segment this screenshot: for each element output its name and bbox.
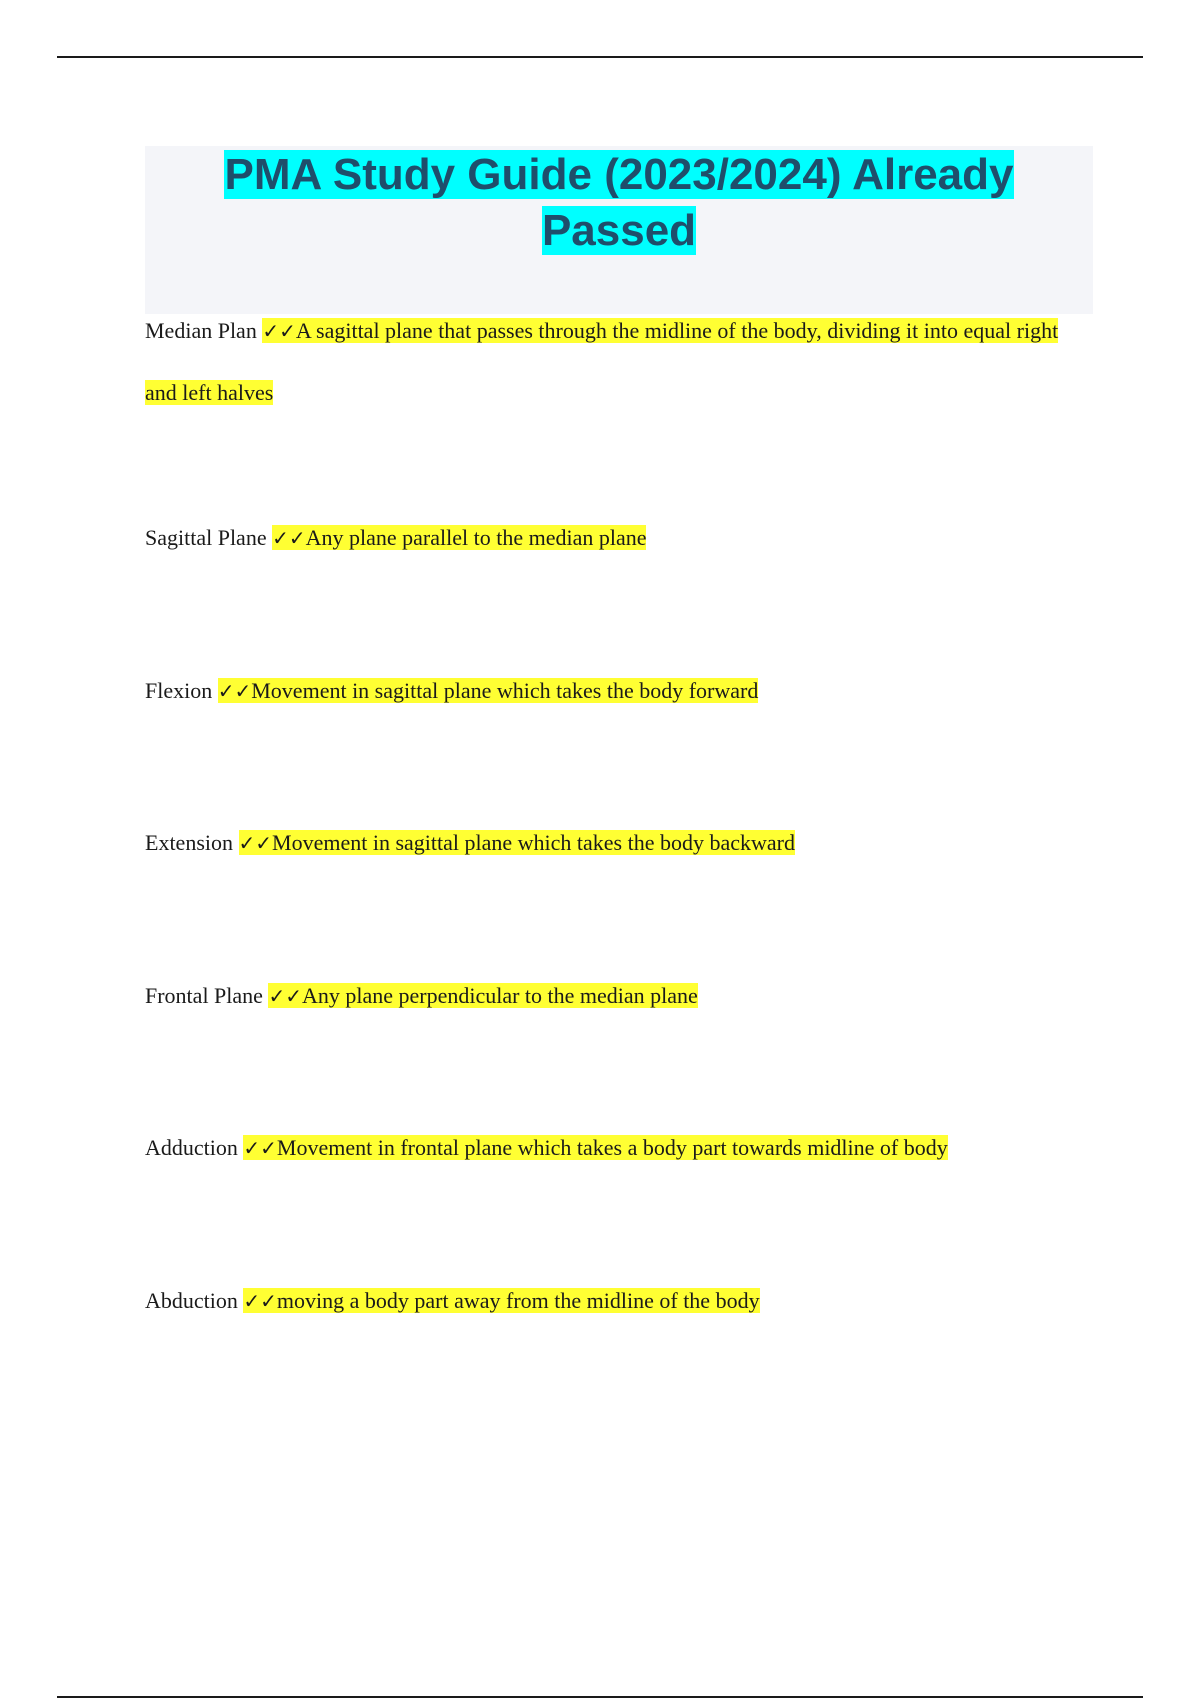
page-title bbox=[145, 146, 1093, 259]
term-label: Sagittal Plane bbox=[145, 525, 267, 550]
page-title-line-1: PMA Study Guide (2023/2024) Already bbox=[224, 150, 1014, 199]
definition-text: Any plane parallel to the median plane bbox=[305, 525, 647, 550]
term-label: Flexion bbox=[145, 678, 213, 703]
footer-rule bbox=[57, 1696, 1143, 1698]
title-block bbox=[145, 146, 1093, 314]
double-check-icon: ✓✓ bbox=[217, 679, 252, 703]
definition-text: moving a body part away from the midline of the body bbox=[276, 1288, 760, 1313]
flashcard-entry bbox=[145, 507, 1065, 569]
definition-text: Movement in sagittal plane which takes the body backward bbox=[272, 830, 795, 855]
definition-highlight bbox=[239, 830, 795, 855]
definition-text: A sagittal plane that passes through the midline of the body, dividing it into equal right and left halves bbox=[145, 318, 1059, 405]
flashcard-entry bbox=[145, 1117, 1065, 1179]
definition-highlight bbox=[268, 983, 697, 1008]
definition-text: Any plane perpendicular to the median plane bbox=[301, 983, 698, 1008]
double-check-icon: ✓✓ bbox=[268, 984, 302, 1008]
definition-highlight bbox=[243, 1135, 947, 1160]
definition-highlight bbox=[218, 678, 759, 703]
double-check-icon: ✓✓ bbox=[272, 526, 306, 550]
definition-highlight bbox=[243, 1288, 759, 1313]
flashcard-entry bbox=[145, 1270, 1065, 1332]
double-check-icon: ✓✓ bbox=[238, 831, 273, 855]
definition-text: Movement in frontal plane which takes a body part towards midline of body bbox=[276, 1135, 948, 1160]
page-title-line-2: Passed bbox=[541, 206, 697, 255]
flashcard-entry bbox=[145, 300, 1065, 423]
flashcard-entry bbox=[145, 812, 1065, 874]
definition-highlight bbox=[272, 525, 646, 550]
term-label: Abduction bbox=[145, 1288, 238, 1313]
flashcard-entry bbox=[145, 965, 1065, 1027]
term-label: Frontal Plane bbox=[145, 983, 263, 1008]
double-check-icon: ✓✓ bbox=[262, 319, 296, 343]
header-rule bbox=[57, 56, 1143, 58]
definition-highlight bbox=[145, 318, 1058, 405]
double-check-icon: ✓✓ bbox=[243, 1289, 277, 1313]
definition-text: Movement in sagittal plane which takes the body forward bbox=[251, 678, 759, 703]
flashcard-entry bbox=[145, 660, 1065, 722]
term-label: Adduction bbox=[145, 1135, 238, 1160]
term-label: Extension bbox=[145, 830, 233, 855]
double-check-icon: ✓✓ bbox=[243, 1136, 277, 1160]
term-label: Median Plan bbox=[145, 318, 257, 343]
